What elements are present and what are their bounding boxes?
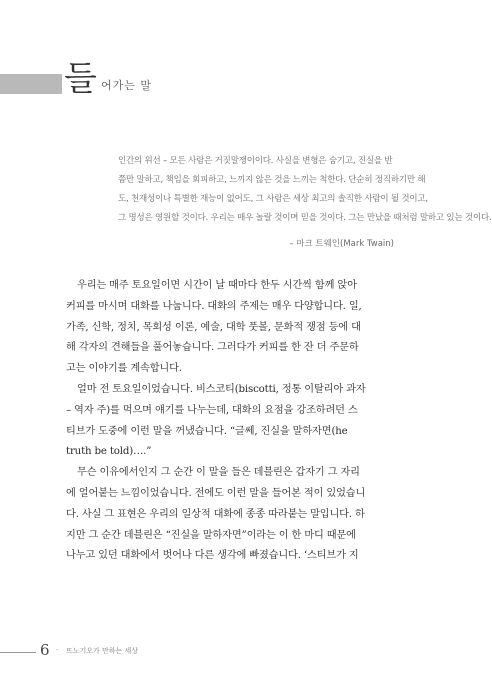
chapter-title-glyph: 들 <box>64 59 96 99</box>
body-line: 고는 이야기를 계속합니다. <box>66 363 182 375</box>
body-paragraphs <box>66 276 404 567</box>
epigraph-quote <box>118 152 492 228</box>
body-line: 해 각자의 견해들을 풀어놓습니다. 그러다가 커피를 한 잔 더 주문하 <box>66 342 359 354</box>
body-line: 에 얼어붙는 느낌이었습니다. 전에도 이런 말을 들어본 적이 있었습니 <box>66 487 366 499</box>
running-footer-title: 뜨노기오가 만하는 세상 <box>66 647 139 655</box>
footer-separator: · <box>56 646 59 654</box>
body-line: 가족, 신학, 정치, 목회성 이론, 예술, 대학 풋볼, 문화적 쟁점 등에 대 <box>66 321 361 333</box>
quote-attribution: – 마크 트웨인(Mark Twain) <box>289 239 394 249</box>
body-line: 무슨 이유에서인지 그 순간 이 말을 들은 데블린은 갑자기 그 자리 <box>77 467 360 479</box>
quote-line: 쯤만 말하고, 책임을 회피하고, 느끼지 않은 것을 느끼는 척한다. 단순히 정직하기만 해 <box>118 175 426 185</box>
body-line: 우리는 매주 토요일이면 시간이 날 때마다 한두 시간씩 함께 앉아 <box>77 280 357 291</box>
body-line: 다. 사실 그 표현은 우리의 일상적 대화에 종종 따라붙는 말입니다. 하 <box>66 508 365 520</box>
body-line: – 역자 주)를 먹으며 얘기를 나누는데, 대화의 요점을 강조하려던 스 <box>66 404 358 416</box>
body-line: 커피를 마시며 대화를 나눕니다. 대화의 주제는 매우 다양합니다. 일, <box>66 300 362 312</box>
page-number: 6 <box>40 641 50 659</box>
body-line: truth be told)….” <box>66 446 152 458</box>
footer-rule <box>0 652 36 653</box>
quote-line: 인간의 위선 – 모든 사람은 거짓말쟁이이다. 사실을 변형은 숨기고, 진실을 반 <box>118 156 393 166</box>
quote-line: 그 명성은 영원할 것이다. 우리는 매우 놀랄 것이며 믿을 것이다. 그는 만났을 때처럼 말하고 있는 것이다. <box>118 213 492 223</box>
body-line: 지만 그 순간 데블린은 “진실을 말하자면”이라는 이 한 마디 때문에 <box>66 529 356 541</box>
body-line: 티브가 도중에 이런 말을 꺼냈습니다. “글쎄, 진실을 말하자면(he <box>66 425 348 437</box>
body-line: 나누고 있던 대화에서 벗어나 다른 생각에 빠졌습니다. ‘스티브가 지 <box>66 550 359 562</box>
chapter-header-bar <box>0 74 62 94</box>
body-line: 얼마 전 토요일이었습니다. 비스코티(biscotti, 정통 이탈리아 과자 <box>77 383 366 395</box>
quote-line: 도, 천재성이나 특별한 재능이 없어도, 그 사람은 세상 최고의 솔직한 사람이 될 것이고, <box>118 194 428 204</box>
chapter-title-subtitle: 어가는 말 <box>101 79 153 92</box>
